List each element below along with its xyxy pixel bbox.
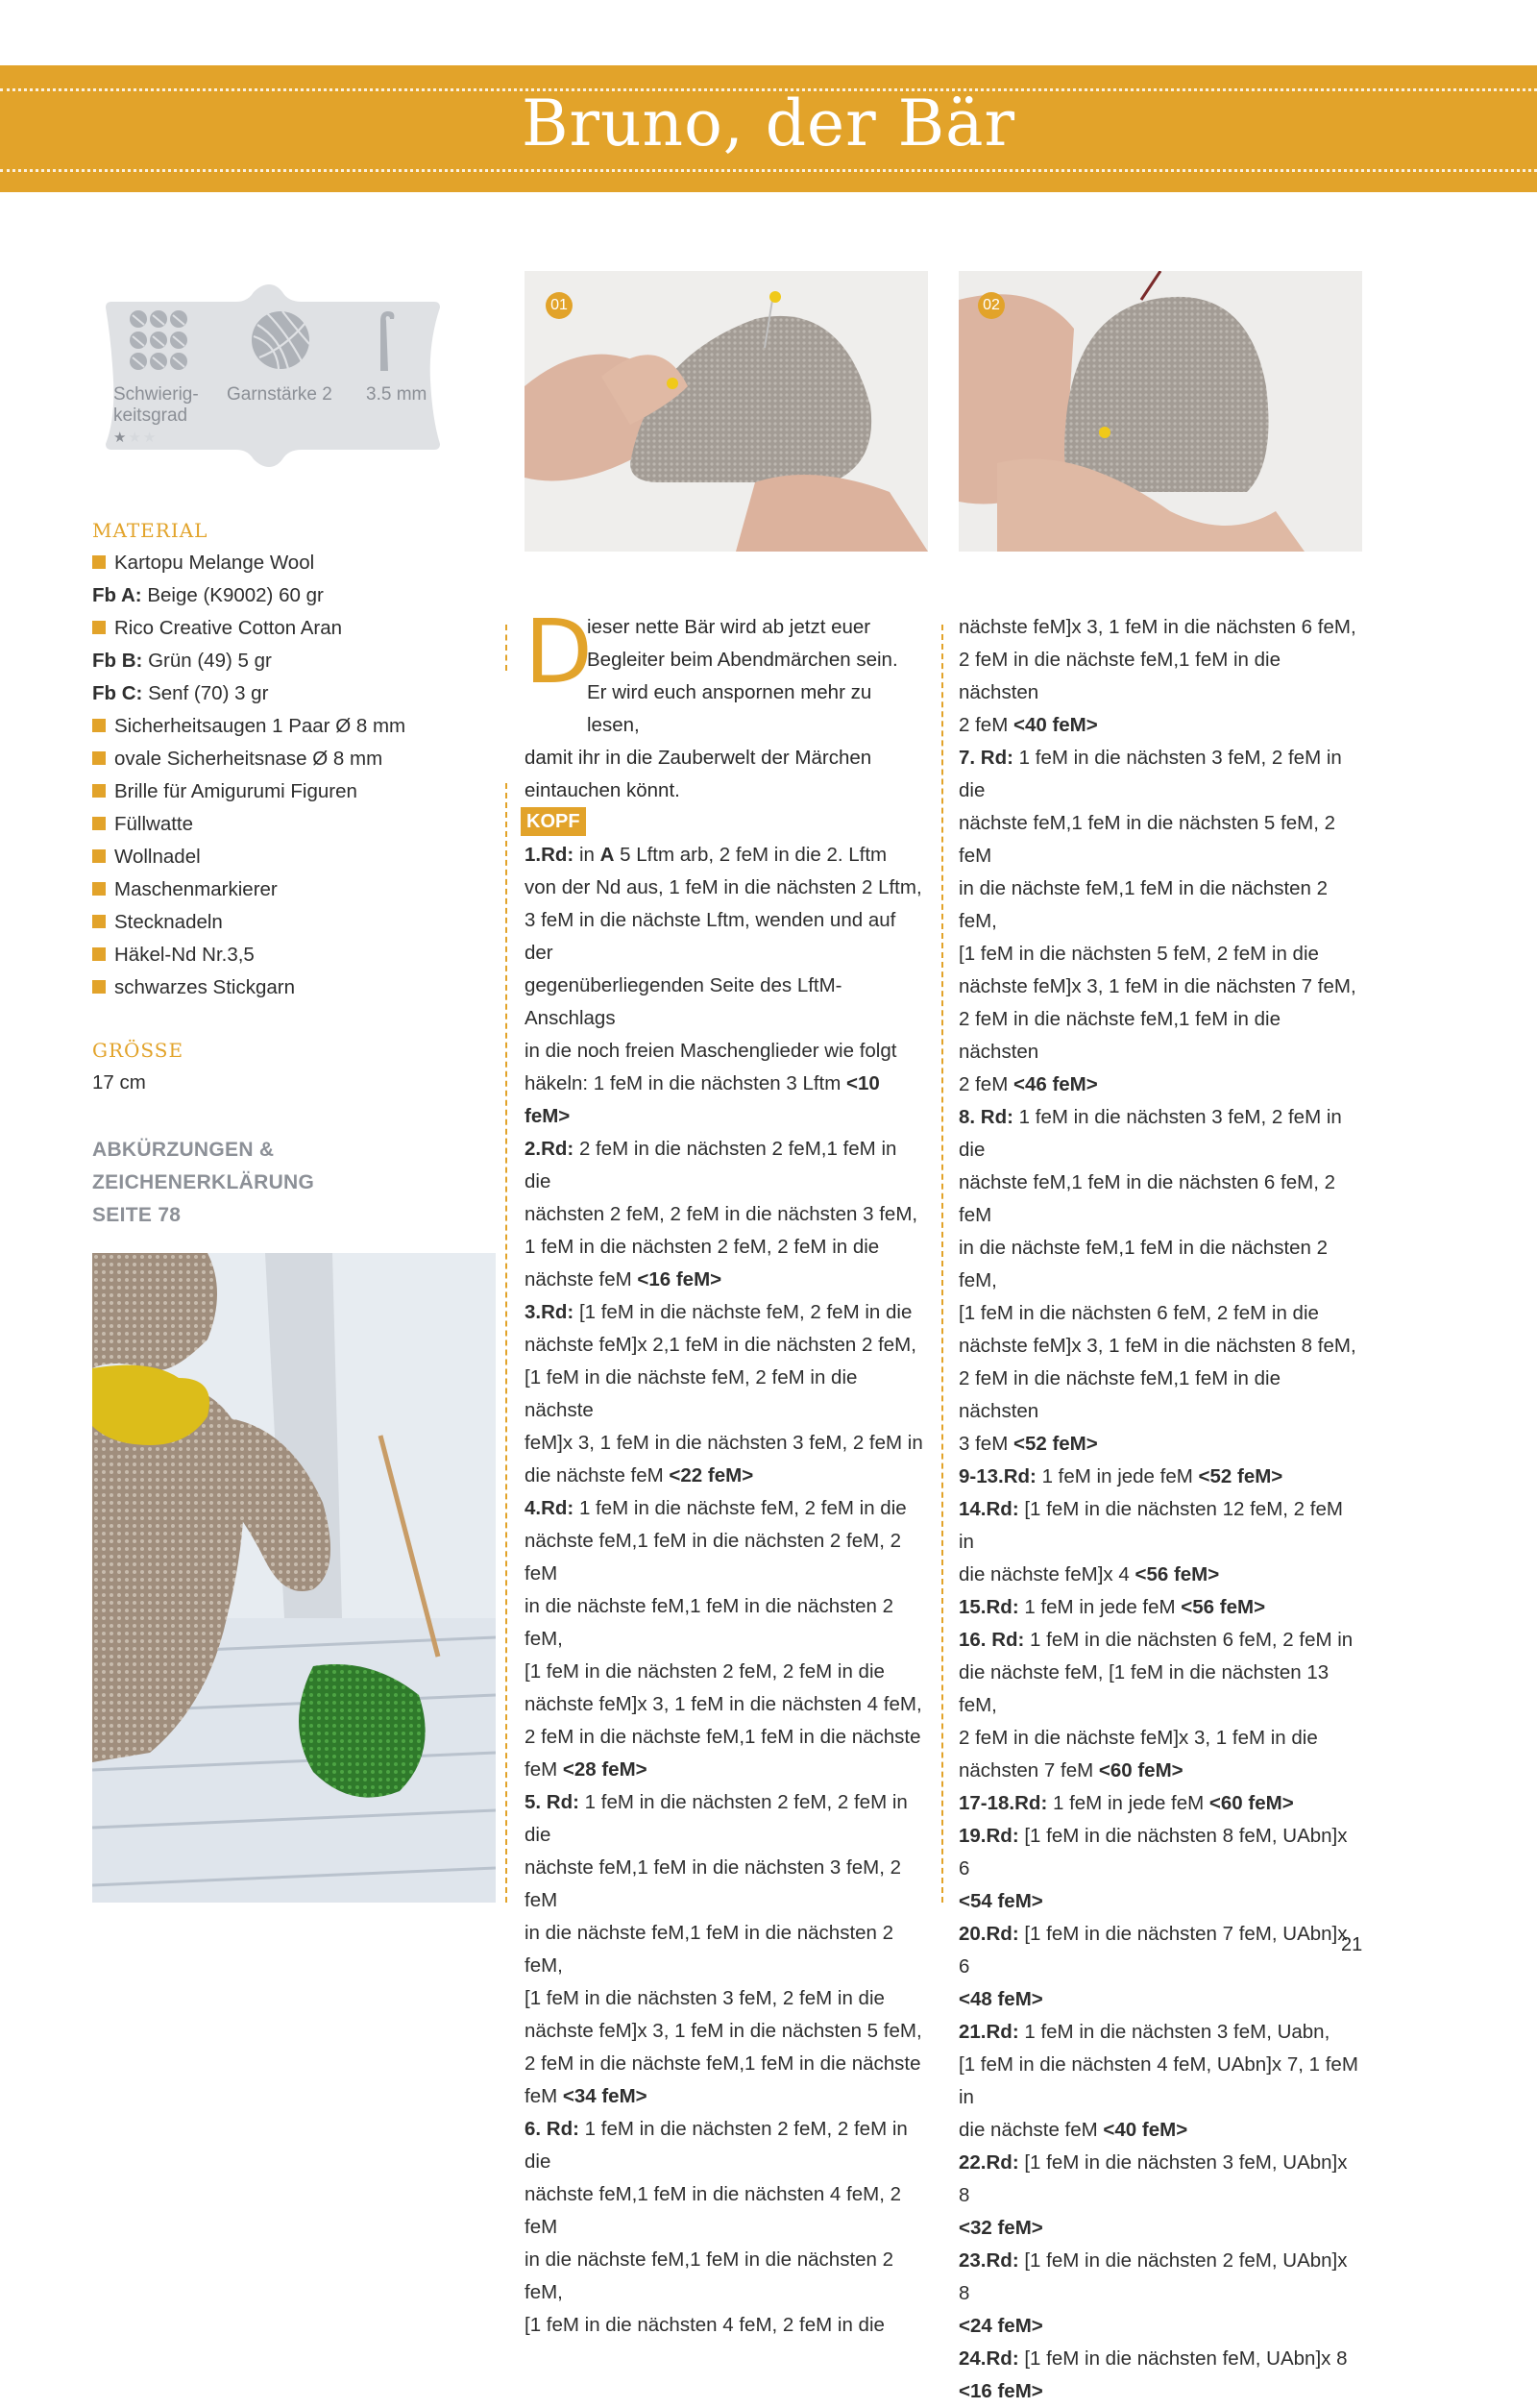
instruction-segment: in die nächste feM,1 feM in die nächsten 2 feM, — [959, 877, 1329, 932]
instruction-line — [525, 1068, 928, 1133]
instruction-bold-segment: <32 feM> — [959, 2217, 1043, 2239]
instruction-line — [525, 1296, 928, 1329]
material-item — [92, 906, 476, 939]
material-item — [92, 677, 476, 710]
instruction-segment: [1 feM in die nächsten 12 feM, 2 feM in — [959, 1498, 1343, 1553]
instruction-line — [959, 742, 1362, 807]
instruction-segment: feM]x 3, 1 feM in die nächsten 3 feM, 2 feM in — [525, 1432, 923, 1454]
star-empty-icon: ★★ — [128, 430, 159, 446]
instruction-segment: nächste feM,1 feM in die nächsten 2 feM, 2 feM — [525, 1530, 901, 1585]
instruction-line — [525, 2015, 928, 2048]
instruction-segment: nächste feM,1 feM in die nächsten 3 feM, 2 feM — [525, 1856, 901, 1911]
instruction-bold-segment: <54 feM> — [959, 1890, 1043, 1912]
instruction-segment: 1 feM in die nächsten 3 feM, 2 feM in die — [959, 1106, 1342, 1161]
instruction-line — [959, 611, 1362, 644]
instruction-segment: nächsten 2 feM, 2 feM in die nächsten 3 feM, — [525, 1203, 918, 1225]
instruction-segment: die nächste feM — [959, 2119, 1104, 2141]
instruction-bold-segment: <60 feM> — [1098, 1759, 1183, 1781]
material-item — [92, 645, 476, 677]
instruction-segment: in die nächste feM,1 feM in die nächsten 2 feM, — [525, 1595, 894, 1650]
difficulty-stars — [113, 429, 158, 446]
material-item — [92, 808, 476, 841]
instruction-line — [525, 1198, 928, 1231]
instruction-line — [959, 1297, 1362, 1330]
instruction-line — [525, 2178, 928, 2244]
crochet-hook-icon — [371, 307, 400, 373]
instruction-segment: 1 feM in jede feM — [1047, 1792, 1209, 1814]
bullet-square-icon — [92, 849, 106, 863]
instruction-line — [959, 1101, 1362, 1167]
instruction-segment: 2 feM in die nächste feM,1 feM in die nächsten — [959, 649, 1281, 703]
instruction-line — [959, 2343, 1362, 2375]
instruction-line — [959, 1461, 1362, 1493]
instruction-line — [959, 1003, 1362, 1069]
material-heading: MATERIAL — [92, 519, 208, 542]
instruction-segment: nächste feM]x 3, 1 feM in die nächsten 6 feM, — [959, 616, 1356, 638]
instruction-segment: [1 feM in die nächsten 8 feM, UAbn]x 6 — [959, 1825, 1348, 1880]
material-item-text: ovale Sicherheitsnase Ø 8 mm — [114, 748, 383, 770]
instruction-line — [959, 1885, 1362, 1918]
instruction-segment: häkeln: 1 feM in die nächsten 3 Lftm — [525, 1072, 847, 1094]
instruction-line — [959, 1787, 1362, 1820]
bullet-square-icon — [92, 980, 106, 994]
instruction-line — [525, 1231, 928, 1264]
instruction-segment: 2 feM in die nächste feM,1 feM in die nächste — [525, 2052, 921, 2075]
instruction-segment: 1 feM in die nächsten 6 feM, 2 feM in — [1024, 1629, 1354, 1651]
instruction-segment: 1 feM in jede feM — [1018, 1596, 1182, 1618]
instruction-segment: nächste feM,1 feM in die nächsten 6 feM, 2 feM — [959, 1171, 1335, 1226]
bullet-square-icon — [92, 719, 106, 732]
instruction-line — [525, 904, 928, 970]
instruction-segment: [1 feM in die nächsten 7 feM, UAbn]x 6 — [959, 1923, 1348, 1978]
instruction-segment: in die nächste feM,1 feM in die nächsten 2 feM, — [525, 1922, 894, 1977]
instruction-bold-segment: <46 feM> — [1012, 1073, 1098, 1095]
section-kopf-heading: KOPF — [521, 807, 586, 836]
bullet-square-icon — [92, 621, 106, 634]
instruction-segment: nächste feM]x 3, 1 feM in die nächsten 4 feM, — [525, 1693, 922, 1715]
yarn-weight-label: Garnstärke 2 — [227, 384, 332, 405]
intro-line: ieser nette Bär wird ab jetzt euer — [587, 616, 871, 638]
column-divider — [941, 625, 943, 1903]
instruction-segment: [1 feM in die nächsten 3 feM, 2 feM in die — [525, 1987, 885, 2009]
instruction-segment: [1 feM in die nächsten 4 feM, UAbn]x 7, 1 feM in — [959, 2053, 1358, 2108]
instruction-line — [959, 1624, 1362, 1657]
instruction-bold-segment: 5. Rd: — [525, 1791, 579, 1813]
instruction-line — [959, 2049, 1362, 2114]
instruction-bold-segment: 23.Rd: — [959, 2249, 1019, 2272]
instruction-segment: 2 feM in die nächste feM,1 feM in die nächsten — [959, 1367, 1281, 1422]
material-item — [92, 743, 476, 775]
instruction-line — [525, 1329, 928, 1362]
title-banner — [0, 65, 1537, 192]
instruction-segment: [1 feM in die nächsten 2 feM, UAbn]x 8 — [959, 2249, 1348, 2304]
instruction-line — [959, 1591, 1362, 1624]
bullet-square-icon — [92, 817, 106, 830]
instruction-bold-segment: <34 feM> — [562, 2085, 647, 2107]
hook-size-label: 3.5 mm — [366, 384, 427, 405]
material-item-text: Stecknadeln — [114, 911, 223, 933]
material-item-text: Wollnadel — [114, 846, 201, 868]
difficulty-label-2: keitsgrad — [113, 405, 188, 426]
instruction-line — [525, 1133, 928, 1198]
instruction-segment: nächsten 7 feM — [959, 1759, 1099, 1781]
step-number-02: 02 — [978, 292, 1005, 319]
instruction-line — [525, 970, 928, 1035]
material-color-label: Fb B: — [92, 650, 143, 672]
instruction-bold-segment: <40 feM> — [1103, 2119, 1188, 2141]
instruction-bold-segment: <10 feM> — [525, 1072, 880, 1127]
material-item-text: Senf (70) 3 gr — [142, 682, 269, 704]
instruction-segment: die nächste feM — [525, 1464, 670, 1487]
instruction-bold-segment: 2.Rd: — [525, 1138, 574, 1160]
material-item-text: Beige (K9002) 60 gr — [141, 584, 324, 606]
intro-line: Begleiter beim Abendmärchen sein. — [587, 649, 898, 671]
instruction-bold-segment: <16 feM> — [637, 1268, 722, 1290]
bullet-square-icon — [92, 915, 106, 928]
bullet-square-icon — [92, 751, 106, 765]
instruction-segment: 1 feM in die nächsten 2 feM, 2 feM in die — [525, 1791, 908, 1846]
knit-stitch-icon — [127, 309, 190, 371]
instruction-line — [959, 971, 1362, 1003]
material-item — [92, 612, 476, 645]
instruction-line — [525, 872, 928, 904]
instruction-segment: nächste feM]x 3, 1 feM in die nächsten 7 feM, — [959, 975, 1356, 997]
bullet-square-icon — [92, 882, 106, 896]
instruction-segment: in die nächste feM,1 feM in die nächsten 2 feM, — [525, 2248, 894, 2303]
instruction-line — [959, 2375, 1362, 2408]
instruction-bold-segment: 16. Rd: — [959, 1629, 1025, 1651]
material-item-text: Füllwatte — [114, 813, 194, 835]
instruction-bold-segment: 1.Rd: — [525, 844, 574, 866]
instruction-line — [959, 1657, 1362, 1722]
instruction-segment: 2 feM in die nächsten 2 feM,1 feM in die — [525, 1138, 897, 1192]
instruction-bold-segment: 21.Rd: — [959, 2021, 1019, 2043]
instruction-segment: [1 feM in die nächsten 6 feM, 2 feM in die — [959, 1302, 1319, 1324]
instruction-segment: 2 feM in die nächste feM]x 3, 1 feM in die — [959, 1727, 1318, 1749]
instruction-segment: 2 feM in die nächste feM,1 feM in die nächsten — [959, 1008, 1281, 1063]
instruction-line — [959, 1232, 1362, 1297]
instruction-line — [959, 1330, 1362, 1363]
intro-paragraph — [525, 601, 928, 807]
instruction-line — [959, 1755, 1362, 1787]
instruction-bold-segment: 14.Rd: — [959, 1498, 1019, 1520]
instruction-bold-segment: 9-13.Rd: — [959, 1465, 1037, 1487]
instructions-column-1 — [525, 839, 928, 2342]
yarn-ball-icon — [250, 309, 311, 371]
instruction-segment: nächste feM]x 3, 1 feM in die nächsten 5 feM, — [525, 2020, 922, 2042]
instruction-segment: 1 feM in die nächste feM, 2 feM in die — [573, 1497, 907, 1519]
material-item — [92, 873, 476, 906]
instruction-segment: gegenüberliegenden Seite des LftM-Anschlags — [525, 974, 842, 1029]
instruction-segment: nächste feM,1 feM in die nächsten 4 feM, 2 feM — [525, 2183, 901, 2238]
instruction-segment: in — [573, 844, 600, 866]
instruction-bold-segment: 6. Rd: — [525, 2118, 579, 2140]
instruction-line — [525, 1492, 928, 1525]
difficulty-label-1: Schwierig- — [113, 384, 199, 405]
instruction-line — [525, 1427, 928, 1460]
instruction-bold-segment: 17-18.Rd: — [959, 1792, 1048, 1814]
page-number: 21 — [1341, 1934, 1363, 1955]
instruction-segment: in die noch freien Maschenglieder wie folgt — [525, 1040, 897, 1062]
instruction-line — [525, 1688, 928, 1721]
instruction-bold-segment: 20.Rd: — [959, 1923, 1019, 1945]
instruction-line — [525, 2113, 928, 2178]
step-photo-02 — [959, 271, 1362, 552]
instruction-bold-segment: <60 feM> — [1208, 1792, 1294, 1814]
instruction-segment: [1 feM in die nächsten 5 feM, 2 feM in die — [959, 943, 1319, 965]
instruction-segment: 2 feM — [959, 1073, 1013, 1095]
instruction-line — [525, 1656, 928, 1688]
instruction-line — [525, 1264, 928, 1296]
abbreviations-note — [92, 1134, 476, 1232]
size-value: 17 cm — [92, 1071, 146, 1093]
abbreviations-title: ABKÜRZUNGEN & ZEICHENERKLÄRUNG — [92, 1139, 315, 1193]
instruction-line — [525, 2080, 928, 2113]
instruction-line — [959, 2245, 1362, 2310]
intro-line: eintauchen könnt. — [525, 779, 680, 801]
step-photo-01 — [525, 271, 928, 552]
instruction-segment: nächste feM,1 feM in die nächsten 5 feM, 2 feM — [959, 812, 1335, 867]
instruction-segment: [1 feM in die nächsten feM, UAbn]x 8 — [1018, 2347, 1348, 2370]
material-item — [92, 841, 476, 873]
instruction-line — [525, 2048, 928, 2080]
material-item — [92, 547, 476, 579]
page-title: Bruno, der Bär — [522, 86, 1015, 160]
instruction-line — [959, 1493, 1362, 1559]
instruction-line — [959, 2310, 1362, 2343]
instruction-segment: nächste feM]x 3, 1 feM in die nächsten 8 feM, — [959, 1335, 1356, 1357]
material-color-label: Fb C: — [92, 682, 143, 704]
instruction-bold-segment: <56 feM> — [1181, 1596, 1266, 1618]
instruction-segment: 3 feM in die nächste Lftm, wenden und auf der — [525, 909, 896, 964]
intro-line: damit ihr in die Zauberwelt der Märchen — [525, 747, 872, 769]
material-item-text: Kartopu Melange Wool — [114, 552, 315, 574]
instruction-bold-segment: 4.Rd: — [525, 1497, 574, 1519]
material-item — [92, 939, 476, 971]
size-heading: GRÖSSE — [92, 1039, 184, 1062]
column-divider — [505, 625, 507, 671]
column-divider — [505, 783, 507, 1903]
instruction-bold-segment: <24 feM> — [959, 2315, 1043, 2337]
instruction-line — [959, 644, 1362, 709]
instruction-line — [959, 709, 1362, 742]
instruction-line — [959, 1918, 1362, 1983]
material-item-text: schwarzes Stickgarn — [114, 976, 295, 998]
instruction-segment: 1 feM in jede feM — [1036, 1465, 1199, 1487]
banner-dotted-line-bottom — [0, 169, 1537, 172]
instruction-bold-segment: <40 feM> — [1012, 714, 1098, 736]
instruction-segment: 1 feM in die nächsten 2 feM, 2 feM in die — [525, 1236, 880, 1258]
material-list — [92, 547, 476, 1004]
bullet-square-icon — [92, 784, 106, 798]
instruction-line — [959, 938, 1362, 971]
material-item-text: Grün (49) 5 gr — [142, 650, 272, 672]
material-color-label: Fb A: — [92, 584, 142, 606]
instruction-segment: [1 feM in die nächste feM, 2 feM in die nächste — [525, 1366, 858, 1421]
instruction-bold-segment: 8. Rd: — [959, 1106, 1013, 1128]
instruction-line — [525, 1525, 928, 1590]
instruction-line — [959, 1363, 1362, 1428]
instruction-line — [959, 1820, 1362, 1885]
instruction-line — [959, 872, 1362, 938]
bullet-square-icon — [92, 947, 106, 961]
instruction-bold-segment: 22.Rd: — [959, 2151, 1019, 2174]
instruction-line — [959, 1428, 1362, 1461]
instruction-segment: 5 Lftm arb, 2 feM in die 2. Lftm — [614, 844, 888, 866]
instruction-line — [959, 2016, 1362, 2049]
instruction-line — [959, 1069, 1362, 1101]
intro-line: Er wird euch anspornen mehr zu lesen, — [587, 681, 872, 736]
abbreviations-page-ref: SEITE 78 — [92, 1204, 182, 1226]
instruction-segment: von der Nd aus, 1 feM in die nächsten 2 Lftm, — [525, 876, 922, 898]
material-item — [92, 971, 476, 1004]
instruction-line — [525, 1917, 928, 1982]
instruction-segment: [1 feM in die nächsten 4 feM, 2 feM in die — [525, 2314, 885, 2336]
material-item — [92, 579, 476, 612]
instruction-line — [959, 2147, 1362, 2212]
instruction-bold-segment: 19.Rd: — [959, 1825, 1019, 1847]
instruction-line — [525, 1786, 928, 1852]
instruction-bold-segment: 7. Rd: — [959, 747, 1013, 769]
material-item-text: Sicherheitsaugen 1 Paar Ø 8 mm — [114, 715, 406, 737]
instruction-line — [959, 807, 1362, 872]
instruction-line — [525, 1035, 928, 1068]
instruction-segment: 1 feM in die nächsten 2 feM, 2 feM in die — [525, 2118, 908, 2173]
material-item-text: Brille für Amigurumi Figuren — [114, 780, 357, 802]
instruction-bold-segment: 3.Rd: — [525, 1301, 574, 1323]
instruction-line — [959, 2212, 1362, 2245]
instruction-line — [525, 839, 928, 872]
instruction-segment: die nächste feM]x 4 — [959, 1563, 1135, 1585]
instruction-line — [525, 1460, 928, 1492]
instruction-segment: [1 feM in die nächste feM, 2 feM in die — [573, 1301, 913, 1323]
instruction-line — [959, 1559, 1362, 1591]
instruction-line — [525, 1362, 928, 1427]
material-item-text: Maschenmarkierer — [114, 878, 278, 900]
instruction-line — [959, 1167, 1362, 1232]
bullet-square-icon — [92, 555, 106, 569]
bear-product-photo — [92, 1253, 496, 1903]
instruction-segment: 1 feM in die nächsten 3 feM, Uabn, — [1018, 2021, 1330, 2043]
instruction-bold-segment: <48 feM> — [959, 1988, 1043, 2010]
instruction-line — [525, 1852, 928, 1917]
instruction-bold-segment: 15.Rd: — [959, 1596, 1019, 1618]
instruction-bold-segment: 24.Rd: — [959, 2347, 1019, 2370]
instruction-bold-segment: <52 feM> — [1012, 1433, 1098, 1455]
instruction-line — [525, 1590, 928, 1656]
instruction-segment: 1 feM in die nächsten 3 feM, 2 feM in die — [959, 747, 1342, 801]
instruction-line — [959, 1722, 1362, 1755]
info-badge — [92, 284, 453, 467]
instruction-line — [959, 2114, 1362, 2147]
material-item — [92, 710, 476, 743]
instruction-bold-segment: <22 feM> — [669, 1464, 754, 1487]
instruction-segment: in die nächste feM,1 feM in die nächsten 2 feM, — [959, 1237, 1329, 1291]
material-item-text: Häkel-Nd Nr.3,5 — [114, 944, 255, 966]
instruction-bold-segment: <16 feM> — [959, 2380, 1043, 2402]
instruction-line — [525, 2309, 928, 2342]
material-item-text: Rico Creative Cotton Aran — [114, 617, 343, 639]
instruction-segment: nächste feM — [525, 1268, 638, 1290]
instruction-line — [525, 1982, 928, 2015]
instruction-segment: 2 feM — [959, 714, 1013, 736]
instruction-segment: feM — [525, 2085, 563, 2107]
instruction-segment: nächste feM]x 2,1 feM in die nächsten 2 feM, — [525, 1334, 916, 1356]
instruction-bold-segment: <28 feM> — [562, 1758, 647, 1781]
instruction-segment: 3 feM — [959, 1433, 1013, 1455]
instruction-bold-segment: <56 feM> — [1134, 1563, 1220, 1585]
instruction-segment: feM — [525, 1758, 563, 1781]
instruction-line — [525, 1721, 928, 1754]
drop-cap: D — [525, 601, 593, 703]
instructions-column-2 — [959, 611, 1362, 2408]
instruction-bold-segment: A — [599, 844, 615, 866]
material-item — [92, 775, 476, 808]
instruction-segment: 2 feM in die nächste feM,1 feM in die nächste — [525, 1726, 921, 1748]
instruction-segment: die nächste feM, [1 feM in die nächsten 13 feM, — [959, 1661, 1330, 1716]
instruction-line — [525, 1754, 928, 1786]
step-number-01: 01 — [546, 292, 573, 319]
instruction-segment: [1 feM in die nächsten 2 feM, 2 feM in die — [525, 1660, 885, 1683]
instruction-line — [525, 2244, 928, 2309]
instruction-line — [959, 1983, 1362, 2016]
instruction-segment: [1 feM in die nächsten 3 feM, UAbn]x 8 — [959, 2151, 1348, 2206]
instruction-bold-segment: <52 feM> — [1198, 1465, 1283, 1487]
star-filled-icon: ★ — [113, 430, 129, 446]
